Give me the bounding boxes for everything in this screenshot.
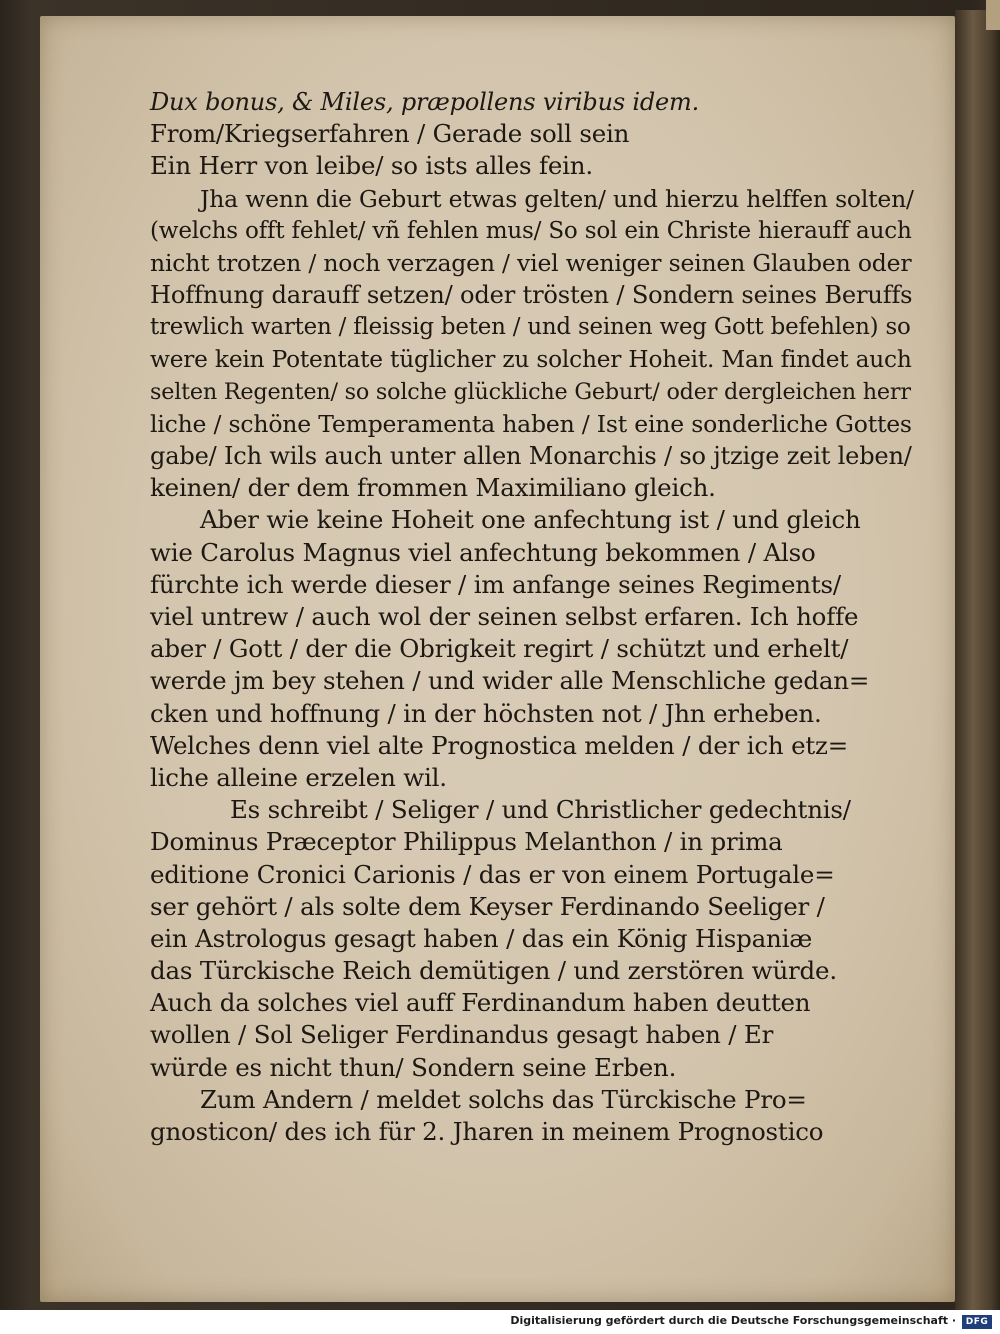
footer-credit: Digitalisierung gefördert durch die Deutsche Forschungsgemeinschaft · [510,1314,956,1327]
text-line: ser gehört / als solte dem Keyser Ferdinando Seeliger / [150,891,825,921]
page-edge [955,10,1000,1310]
text-line: viel untrew / auch wol der seinen selbst erfaren. Ich hoffe [150,602,859,631]
text-line: ein Astrologus gesagt haben / das ein König Hispaniæ [150,923,813,953]
text-line: Jha wenn die Geburt etwas gelten/ und hierzu helffen solten/ [200,184,914,213]
text-line: Zum Andern / meldet solchs das Türckische Pro= [200,1084,807,1114]
text-line: selten Regenten/ so solche glückliche Geburt/ oder dergleichen herr [150,378,911,405]
text-line: gabe/ Ich wils auch unter allen Monarchis / so jtzige zeit leben/ [150,442,912,471]
page-text [150,86,920,1148]
text-line: das Türckische Reich demütigen / und zerstören würde. [150,956,837,986]
text-line: liche alleine erzelen wil. [150,762,447,792]
text-line: aber / Gott / der die Obrigkeit regirt / schützt und erhelt/ [150,634,849,664]
dfg-logo: DFG [962,1315,992,1329]
text-line: editione Cronici Carionis / das er von einem Portugale= [150,859,835,889]
page-edge-strip [986,0,1000,30]
text-line: (welchs offt fehlet/ vñ fehlen mus/ So sol ein Christe hierauff auch [150,217,912,244]
text-line: cken und hoffnung / in der höchsten not / Jhn erheben. [150,698,822,728]
text-line: trewlich warten / fleissig beten / und seinen weg Gott befehlen) so [150,314,911,341]
text-line: werde jm bey stehen / und wider alle Menschliche gedan= [150,666,870,696]
text-line: Aber wie keine Hoheit one anfechtung ist / und gleich [200,505,861,535]
text-line: gnosticon/ des ich für 2. Jharen in meinem Prognostico [150,1117,824,1146]
text-line: were kein Potentate tüglicher zu solcher Hoheit. Man findet auch [150,345,912,373]
text-line: wollen / Sol Seliger Ferdinandus gesagt haben / Er [150,1020,774,1050]
text-line: Es schreibt / Seliger / und Christlicher gedechtnis/ [230,795,851,825]
text-line: From/Kriegserfahren / Gerade soll sein [150,119,630,149]
text-line: Dux bonus, & Miles, præpollens viribus idem. [150,88,700,116]
text-line: Auch da solches viel auff Ferdinandum haben deutten [150,988,811,1018]
text-line: Dominus Præceptor Philippus Melanthon / in prima [150,827,783,857]
text-line: Ein Herr von leibe/ so ists alles fein. [150,151,593,181]
text-line: würde es nicht thun/ Sondern seine Erben. [150,1052,677,1082]
digitization-footer [0,1310,1000,1334]
text-line: nicht trotzen / noch verzagen / viel weniger seinen Glauben oder [150,248,912,277]
text-line: Hoffnung darauff setzen/ oder trösten / Sondern seines Beruffs [150,281,913,310]
text-line: liche / schöne Temperamenta haben / Ist eine sonderliche Gottes [150,409,912,438]
text-line: wie Carolus Magnus viel anfechtung bekommen / Also [150,537,816,567]
text-line: keinen/ der dem frommen Maximiliano gleich. [150,473,716,503]
text-line: Welches denn viel alte Prognostica melden / der ich etz= [150,730,849,760]
text-line: fürchte ich werde dieser / im anfange seines Regiments/ [150,569,841,599]
